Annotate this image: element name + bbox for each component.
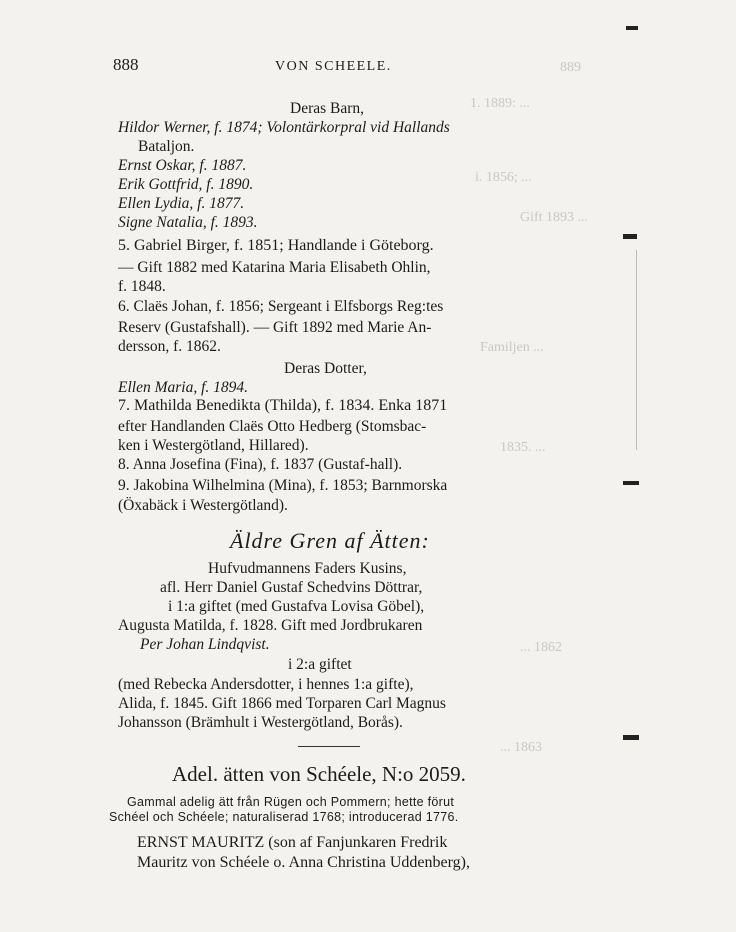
text-line: Ellen Lydia, f. 1877. <box>118 195 245 212</box>
text-line: Ernst Oskar, f. 1887. <box>118 157 247 174</box>
margin-mark <box>623 735 639 740</box>
page-number: 888 <box>113 55 139 74</box>
text-line: ERNST MAURITZ (son af Fanjunkaren Fredrik <box>137 834 448 851</box>
text-line: i 2:a giftet <box>288 656 352 673</box>
text-line: Mauritz von Schéele o. Anna Christina Uddenberg), <box>137 854 470 871</box>
text-line: Gammal adelig ätt från Rügen och Pommern; hette förut <box>127 795 455 809</box>
text-line: dersson, f. 1862. <box>118 338 221 355</box>
section-heading: Äldre Gren af Ätten: <box>230 528 430 553</box>
text-line: Erik Gottfrid, f. 1890. <box>118 176 254 193</box>
margin-mark <box>623 234 637 239</box>
text-line: Deras Dotter, <box>284 360 367 377</box>
text-line: 8. Anna Josefina (Fina), f. 1837 (Gustaf-hall). <box>118 456 403 473</box>
text-line: 6. Claës Johan, f. 1856; Sergeant i Elfsborgs Reg:tes <box>118 298 444 315</box>
text-line: Ellen Maria, f. 1894. <box>118 379 249 396</box>
bleed-through-text: ... 1862 <box>520 640 562 655</box>
text-line: 7. Mathilda Benedikta (Thilda), f. 1834. Enka 1871 <box>118 397 448 414</box>
text-line: afl. Herr Daniel Gustaf Schedvins Döttrar, <box>160 579 423 596</box>
family-title: Adel. ätten von Schéele, N:o 2059. <box>172 762 466 786</box>
text-line: 9. Jakobina Wilhelmina (Mina), f. 1853; Barnmorska <box>118 477 448 494</box>
text-line: 5. Gabriel Birger, f. 1851; Handlande i Göteborg. <box>118 237 434 254</box>
text-line: (Öxabäck i Westergötland). <box>118 497 288 514</box>
bleed-through-text: 1. 1889: ... <box>470 96 530 111</box>
margin-mark <box>626 26 638 30</box>
text-line: f. 1848. <box>118 278 166 295</box>
text-line: Hildor Werner, f. 1874; Volontärkorpral vid Hallands <box>118 119 450 136</box>
bleed-through-text: 889 <box>560 60 581 75</box>
bleed-through-text: Gift 1893 ... <box>520 210 589 225</box>
bleed-through-text: 1835. ... <box>500 440 546 455</box>
margin-mark <box>623 481 639 485</box>
text-line: Schéel och Schéele; naturaliserad 1768; introducerad 1776. <box>109 810 459 824</box>
text-line: Reserv (Gustafshall). — Gift 1892 med Marie An- <box>118 319 432 336</box>
text-line: efter Handlanden Claës Otto Hedberg (Stomsbac- <box>118 418 427 435</box>
text-line: Signe Natalia, f. 1893. <box>118 214 258 231</box>
running-head: VON SCHEELE. <box>275 59 392 74</box>
text-line: ken i Westergötland, Hillared). <box>118 437 309 454</box>
bleed-through-text: i. 1856; ... <box>475 170 532 185</box>
margin-rule <box>636 250 637 450</box>
text-line: Deras Barn, <box>290 100 365 117</box>
text-line: Per Johan Lindqvist. <box>140 636 270 653</box>
text-line: — Gift 1882 med Katarina Maria Elisabeth Ohlin, <box>118 259 431 276</box>
text-line: Johansson (Brämhult i Westergötland, Borås). <box>118 714 403 731</box>
text-line: (med Rebecka Andersdotter, i hennes 1:a gifte), <box>118 676 414 693</box>
bleed-through-text: ... 1863 <box>500 740 542 755</box>
text-line: Alida, f. 1845. Gift 1866 med Torparen Carl Magnus <box>118 695 446 712</box>
text-line: Augusta Matilda, f. 1828. Gift med Jordbrukaren <box>118 617 423 634</box>
text-line: Bataljon. <box>138 138 195 155</box>
divider-rule <box>298 746 360 747</box>
text-line: i 1:a giftet (med Gustafva Lovisa Göbel), <box>168 598 425 615</box>
bleed-through-text: Familjen ... <box>480 340 544 355</box>
text-line: Hufvudmannens Faders Kusins, <box>208 560 407 577</box>
